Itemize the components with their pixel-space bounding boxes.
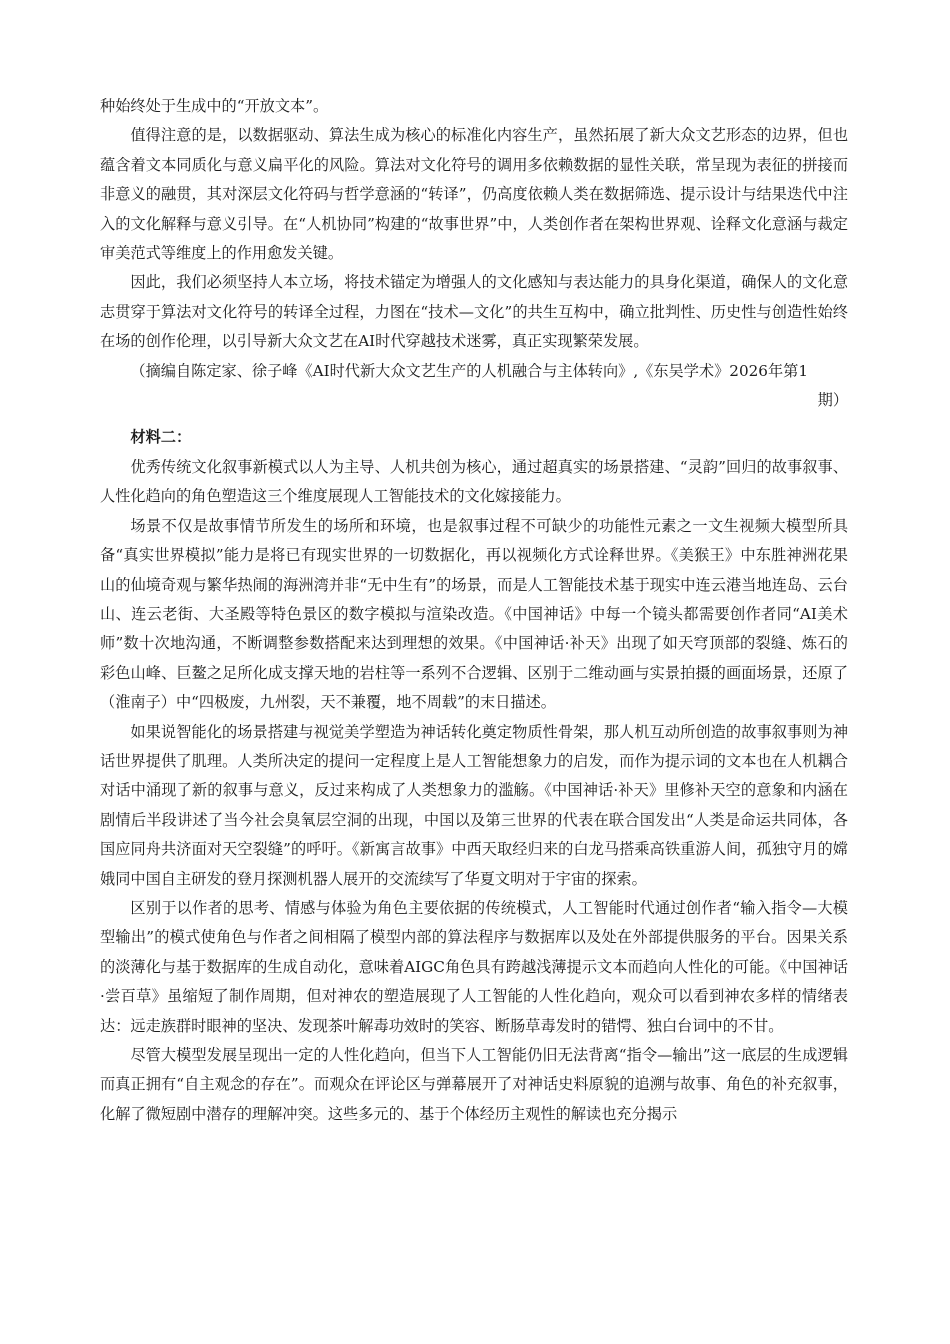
paragraph-intro: 优秀传统文化叙事新模式以人为主导、人机共创为核心，通过超真实的场景搭建、“灵韵”回归的故事叙事、人性化趋向的角色塑造这三个维度展现人工智能技术的文化嫁接能力。	[100, 457, 848, 506]
citation-tail: 期）	[817, 391, 848, 410]
material-two-heading: 材料二：	[130, 428, 192, 447]
paragraph-audience: 尽管大模型发展呈现出一定的人性化趋向，但当下人工智能仍旧无法背离“指令—输出”这一底层的生成逻辑而真正拥有“自主观念的存在”。而观众在评论区与弹幕展开了对神话史料原貌的追溯与故事、角色的补充叙事，化解了微短剧中潜存的理解冲突。这些多元的、基于个体经历主观性的解读也充分揭示	[100, 1046, 848, 1123]
paragraph-character: 区别于以作者的思考、情感与体验为角色主要依据的传统模式，人工智能时代通过创作者“输入指令—大模型输出”的模式使角色与作者之间相隔了模型内部的算法程序与数据库以及处在外部提供服务的平台。因果关系的淡薄化与基于数据库的生成自动化，意味着AIGC角色具有跨越浅薄提示文本而趋向人性化的可能。《中国神话·尝百草》虽缩短了制作周期，但对神农的塑造展现了人工智能的人性化趋向，观众可以看到神农多样的情绪表达：远走族群时眼神的坚决、发现茶叶解毒功效时的笑容、断肠草毒发时的错愕、独白台词中的不甘。	[100, 898, 848, 1035]
citation-text: （摘编自陈定家、徐子峰《AI时代新大众文艺生产的人机融合与主体转向》,《东吴学术》2026年第1	[130, 361, 808, 380]
paragraph-conclusion: 因此，我们必须坚持人本立场，将技术锚定为增强人的文化感知与表达能力的具身化渠道，确保人的文化意志贯穿于算法对文化符号的转译全过程，力图在“技术—文化”的共生互构中，确立批判性、历史性与创造性始终在场的创作伦理，以引导新大众文艺在AI时代穿越技术迷雾，真正实现繁荣发展。	[100, 273, 848, 351]
source-citation	[100, 357, 848, 416]
paragraph-risk: 值得注意的是，以数据驱动、算法生成为核心的标准化内容生产，虽然拓展了新大众文艺形态的边界，但也蕴含着文本同质化与意义扁平化的风险。算法对文化符号的调用多依赖数据的显性关联，常呈现为表征的拼接而非意义的融贯，其对深层文化符码与哲学意涵的“转译”，仍高度依赖人类在数据筛选、提示设计与结果迭代中注入的文化解释与意义引导。在“人机协同”构建的“故事世界”中，人类创作者在架构世界观、诠释文化意涵与裁定审美范式等维度上的作用愈发关键。	[100, 126, 848, 263]
paragraph-continuation: 种始终处于生成中的“开放文本”。	[100, 97, 329, 115]
document-page	[100, 92, 848, 1129]
paragraph-narrative: 如果说智能化的场景搭建与视觉美学塑造为神话转化奠定物质性骨架，那人机互动所创造的故事叙事则为神话世界提供了肌理。人类所决定的提问一定程度上是人工智能想象力的启发，而作为提示词的文本也在人机耦合对话中涌现了新的叙事与意义，反过来构成了人类想象力的滥觞。《中国神话·补天》里修补天空的意象和内涵在剧情后半段讲述了当今社会臭氧层空洞的出现，中国以及第三世界的代表在联合国发出“人类是命运共同体，各国应同舟共济面对天空裂缝”的呼吁。《新寓言故事》中西天取经归来的白龙马搭乘高铁重游人间，孤独守月的嫦娥同中国自主研发的登月探测机器人展开的交流续写了华夏文明对于宇宙的探索。	[100, 722, 848, 888]
paragraph-scene: 场景不仅是故事情节所发生的场所和环境，也是叙事过程不可缺少的功能性元素之一文生视频大模型所具备“真实世界模拟”能力是将已有现实世界的一切数据化，再以视频化方式诠释世界。《美猴王》中东胜神洲花果山的仙境奇观与繁华热闹的海洲湾并非“无中生有”的场景，而是人工智能技术基于现实中连云港当地连岛、云台山、连云老街、大圣殿等特色景区的数字模拟与渲染改造。《中国神话》中每一个镜头都需要创作者同“AI美术师”数十次地沟通，不断调整参数搭配来达到理想的效果。《中国神话·补天》出现了如天穹顶部的裂缝、炼石的彩色山峰、巨鳌之足所化成支撑天地的岩柱等一系列不合逻辑、区别于二维动画与实景拍摄的画面场景，还原了（淮南子）中“四极废，九州裂，天不兼覆，地不周载”的末日描述。	[100, 516, 848, 712]
